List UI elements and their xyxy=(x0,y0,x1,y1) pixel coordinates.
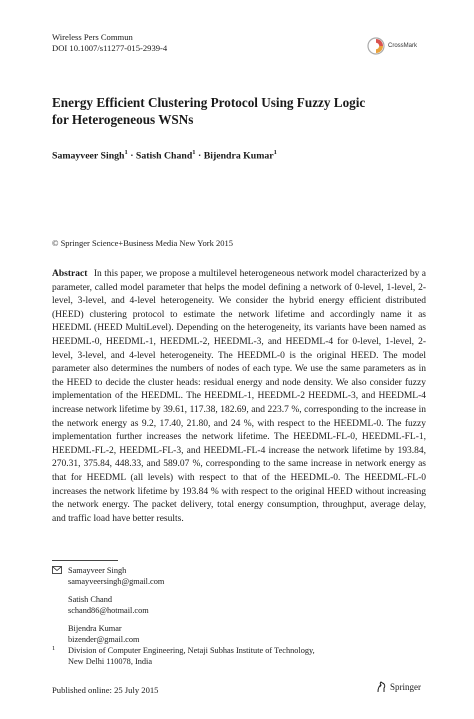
author-affiliation-mark: 1 xyxy=(273,149,277,156)
doi: DOI 10.1007/s11277-015-2939-4 xyxy=(52,43,168,53)
published-date: Published online: 25 July 2015 xyxy=(52,685,159,695)
envelope-icon xyxy=(52,566,62,574)
contact-name: Satish Chand xyxy=(68,595,113,604)
contact-email[interactable]: bizender@gmail.com xyxy=(68,635,140,644)
publisher-name: Springer xyxy=(390,682,421,692)
title-line-2: for Heterogeneous WSNs xyxy=(52,112,194,127)
abstract xyxy=(52,268,426,526)
contact-email[interactable]: samayveersingh@gmail.com xyxy=(68,577,165,586)
affiliation-line-2: New Delhi 110078, India xyxy=(68,657,153,666)
paper-title xyxy=(52,94,432,128)
contact-entry xyxy=(52,623,426,645)
footnote-divider xyxy=(52,560,118,561)
author-name: Satish Chand xyxy=(135,150,193,162)
contact-email[interactable]: schand86@hotmail.com xyxy=(68,606,149,615)
title-line-1: Energy Efficient Clustering Protocol Using Fuzzy Logic xyxy=(52,95,366,110)
contact-entry xyxy=(52,594,426,616)
springer-logo xyxy=(376,681,421,693)
springer-horse-logo-icon xyxy=(376,681,387,693)
author-separator: · xyxy=(195,150,204,162)
crossmark-logo-icon xyxy=(367,37,385,55)
affiliation-text xyxy=(68,645,368,667)
author-name: Samayveer Singh xyxy=(52,150,125,162)
author-affiliation-mark: 1 xyxy=(124,149,128,156)
crossmark-label: CrossMark xyxy=(388,43,418,49)
copyright-notice: © Springer Science+Business Media New York 2015 xyxy=(52,238,233,248)
journal-name: Wireless Pers Commun xyxy=(52,32,133,42)
author-name: Bijendra Kumar xyxy=(203,150,274,162)
affiliation-number: 1 xyxy=(52,645,56,652)
author-affiliation-mark: 1 xyxy=(192,149,196,156)
abstract-body: In this paper, we propose a multilevel heterogeneous network model characterized by a parameter, called model parameter that helps the model defining a network of 0-level, 1-level, 2-level, 3-level, and 4-level heterogeneity. We consider the hybrid energy efficient distributed (HEED) clustering protocol to estimate the network lifetime and accordingly name it as HEEDML (HEED MultiLevel). Depending on the heterogeneity, its variants have been named as HEEDML-0, HEEDML-1, HEEDML-2, HEEDML-3, and HEEDML-4 for 0-level, 1-level, 2-level, 3-level, and 4-level heterogeneity. The HEEDML-0 is the original HEED. The model parameter also determines the numbers of nodes of each type. We use the same parameters as in the HEED to decide the cluster heads: residual energy and node density. We also consider fuzzy implementation of the HEEDML. The HEEDML-1, HEEDML-2 HEEDML-3, and HEEDML-4 increase network lifetime by 39.61, 117.38, 182.69, and 223.7 %, corresponding to the increase in the network energy as 9.2, 17.40, 21.80, and 24 %, with respect to the HEEDML-0. The fuzzy implementation further increases the network lifetime. The HEEDML-FL-0, HEEDML-FL-1, HEEDML-FL-2, HEEDML-FL-3, and HEEDML-FL-4 increase the network lifetime by 193.84, 270.31, 375.84, 448.33, and 589.07 %, corresponding to the same increase in network energy as that for HEEDML (all levels) with respect to that of the HEEDML-0. The HEEDML-FL-0 increases the network lifetime by 193.84 % with respect to the original HEED without increasing the network energy. The packet delivery, total energy consumption, throughput, average delay, and traffic load have better results. xyxy=(52,269,427,524)
crossmark-badge[interactable] xyxy=(367,37,417,55)
author-contacts xyxy=(52,565,426,652)
abstract-heading: Abstract xyxy=(52,269,88,279)
contact-name: Bijendra Kumar xyxy=(68,624,122,633)
journal-header xyxy=(52,32,167,54)
contact-name: Samayveer Singh xyxy=(68,566,127,575)
author-list xyxy=(52,149,277,161)
contact-entry xyxy=(52,565,426,587)
affiliation-line-1: Division of Computer Engineering, Netaji Subhas Institute of Technology, xyxy=(68,646,315,655)
author-separator: · xyxy=(127,150,136,162)
